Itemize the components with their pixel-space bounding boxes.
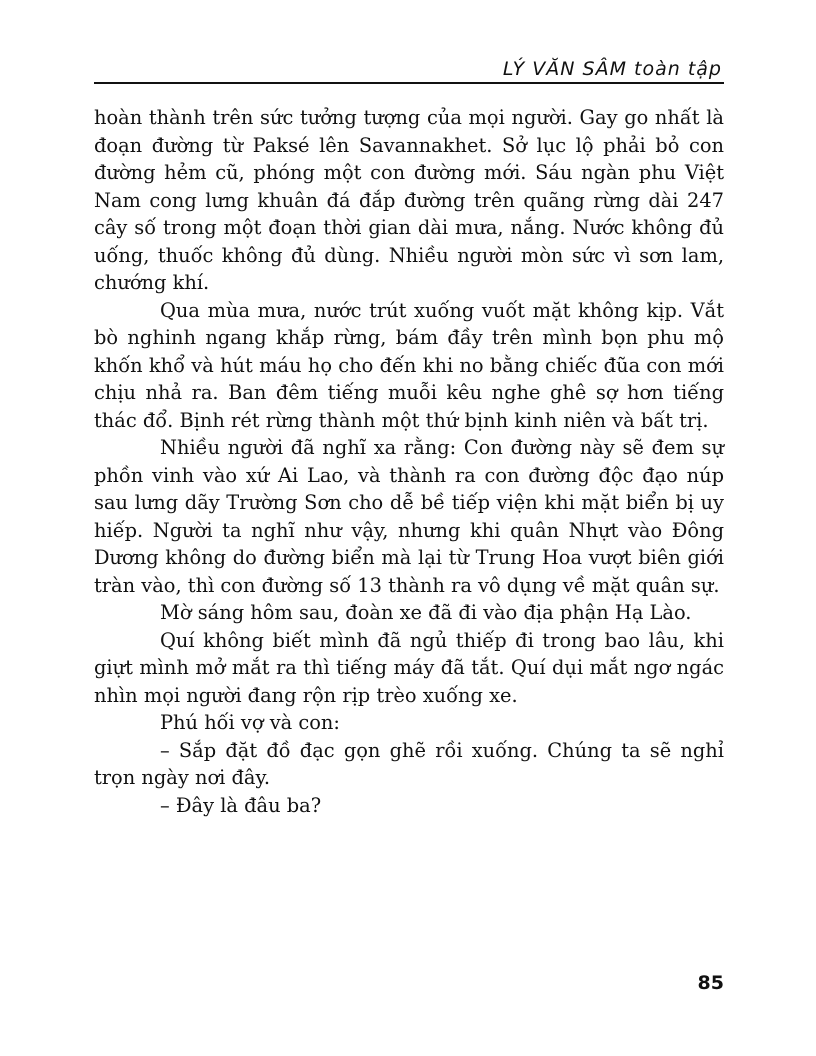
running-title: LÝ VĂN SÂM toàn tập <box>502 58 722 80</box>
dialogue-line: – Sắp đặt đồ đạc gọn ghẽ rồi xuống. Chúng ta sẽ nghỉ trọn ngày nơi đây. <box>94 738 724 789</box>
page-number: 85 <box>697 972 724 994</box>
paragraph: Phú hối vợ và con: <box>160 711 340 734</box>
paragraph: hoàn thành trên sức tưởng tượng của mọi người. Gay go nhất là đoạn đường từ Paksé lên Savannakhet. Sở lục lộ phải bỏ con đường hẻm cũ, phóng một con đường mới. Sáu ngàn phu Việt Nam cong lưng khuân đá đắp đường trên quãng rừng dài 247 cây số trong một đoạn thời gian dài mưa, nắng. Nước không đủ uống, thuốc không đủ dùng. Nhiều người mòn sức vì sơn lam, chướng khí. <box>94 106 724 294</box>
paragraph: Nhiều người đã nghĩ xa rằng: Con đường này sẽ đem sự phồn vinh vào xứ Ai Lao, và thành ra con đường độc đạo núp sau lưng dãy Trường Sơn cho dễ bề tiếp viện khi mặt biển bị uy hiếp. Người ta nghĩ như vậy, nhưng khi quân Nhựt vào Đông Dương không do đường biển mà lại từ Trung Hoa vượt biên giới tràn vào, thì con đường số 13 thành ra vô dụng về mặt quân sự. <box>94 436 724 597</box>
paragraph: Mờ sáng hôm sau, đoàn xe đã đi vào địa phận Hạ Lào. <box>160 601 692 624</box>
running-header <box>94 56 724 84</box>
dialogue-line: – Đây là đâu ba? <box>160 793 322 817</box>
paragraph: Qua mùa mưa, nước trút xuống vuốt mặt không kịp. Vắt bò nghinh ngang khắp rừng, bám đầy trên mình bọn phu mộ khốn khổ và hút máu họ cho đến khi no bằng chiếc đũa con mới chịu nhả ra. Ban đêm tiếng muỗi kêu nghe ghê sợ hơn tiếng thác đổ. Bịnh rét rừng thành một thứ bịnh kinh niên và bất trị. <box>94 298 724 432</box>
page-body <box>94 104 724 819</box>
paragraph: Quí không biết mình đã ngủ thiếp đi trong bao lâu, khi giựt mình mở mắt ra thì tiếng máy đã tắt. Quí dụi mắt ngơ ngác nhìn mọi người đang rộn rịp trèo xuống xe. <box>94 628 724 707</box>
